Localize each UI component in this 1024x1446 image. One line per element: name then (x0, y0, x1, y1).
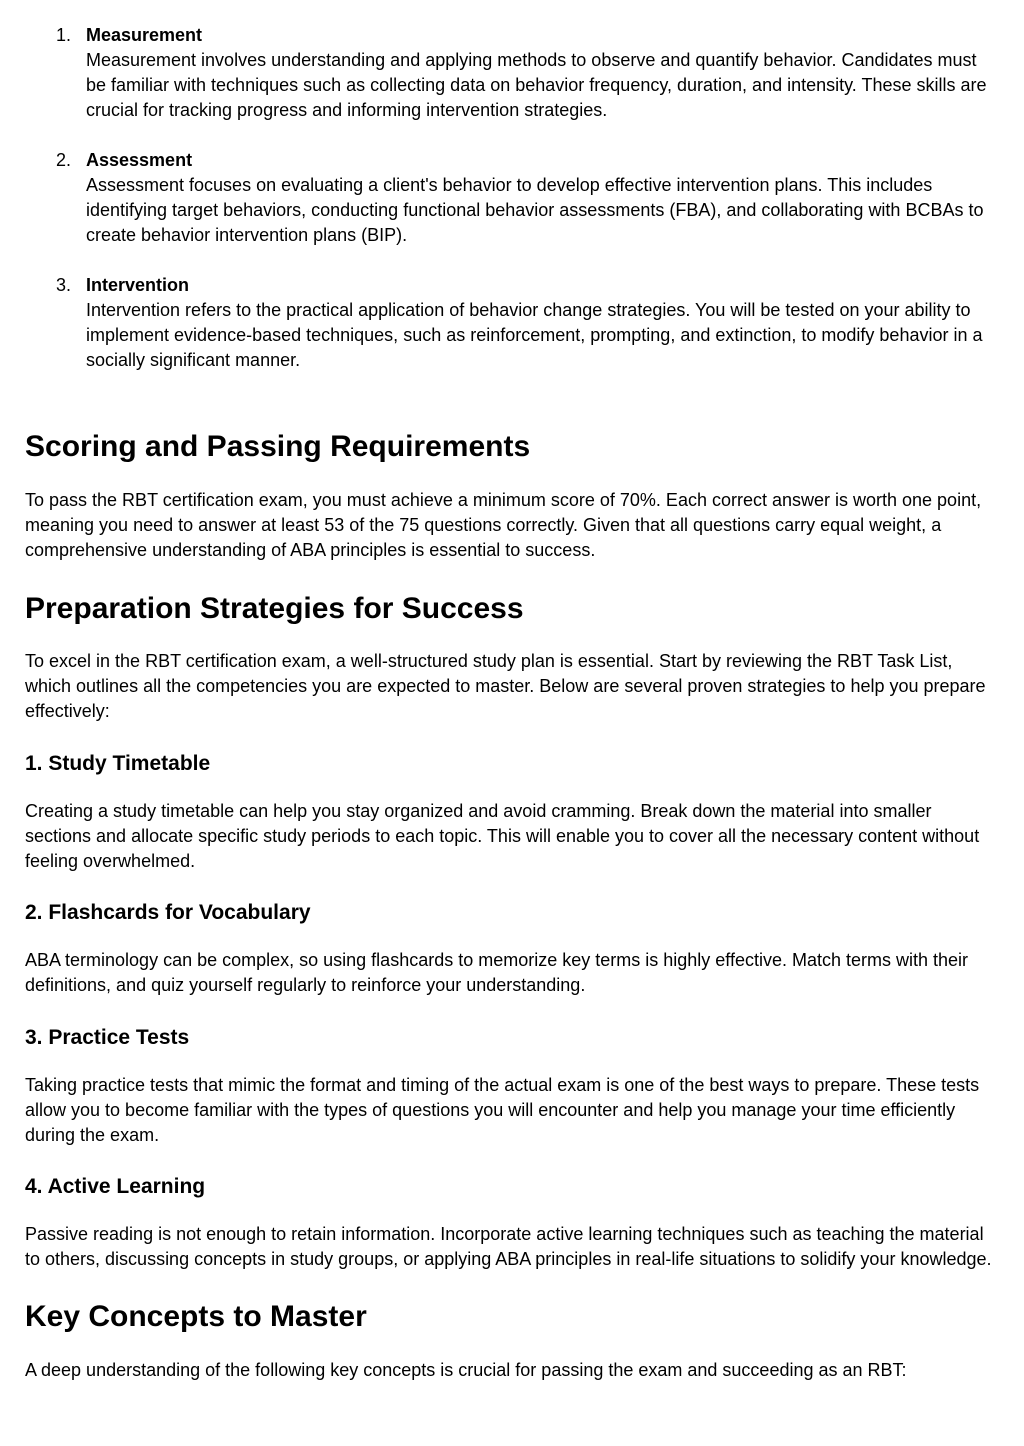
list-item-measurement (25, 0, 994, 123)
scoring-heading: Scoring and Passing Requirements (25, 430, 531, 463)
key-concepts-intro: A deep understanding of the following key concepts is crucial for passing the exam and succeeding as an RBT: (25, 1360, 907, 1380)
strategy-heading-flashcards: 2. Flashcards for Vocabulary (25, 901, 311, 924)
key-concepts-heading: Key Concepts to Master (25, 1300, 367, 1333)
strategy-heading-practice-tests: 3. Practice Tests (25, 1026, 190, 1049)
list-item-assessment (25, 123, 994, 248)
list-item-description: Measurement involves understanding and applying methods to observe and quantify behavior. Candidates must be familiar with techniques such as collecting data on behavior frequency, duration, and intensity. These skills are crucial for tracking progress and informing intervention strategies. (86, 50, 987, 120)
list-item-description: Intervention refers to the practical application of behavior change strategies. You will be tested on your ability to implement evidence-based techniques, such as reinforcement, prompting, and extinction, to modify behavior in a socially significant manner. (86, 300, 983, 370)
scoring-paragraph: To pass the RBT certification exam, you must achieve a minimum score of 70%. Each correct answer is worth one point, meaning you need to answer at least 53 of the 75 questions correctly. Given that all questions carry equal weight, a comprehensive understanding of ABA principles is essential to success. (25, 490, 982, 560)
list-item-title: Measurement (86, 25, 203, 45)
strategy-heading-active-learning: 4. Active Learning (25, 1175, 206, 1198)
list-number: 2. (56, 150, 72, 170)
strategy-paragraph-active-learning: Passive reading is not enough to retain information. Incorporate active learning techniques such as teaching the material to others, discussing concepts in study groups, or applying ABA principles in real-life situations to solidify your knowledge. (25, 1224, 992, 1269)
strategy-paragraph-practice-tests: Taking practice tests that mimic the format and timing of the actual exam is one of the best ways to prepare. These tests allow you to become familiar with the types of questions you will encounter and help you manage your time efficiently during the exam. (25, 1075, 980, 1145)
preparation-intro: To excel in the RBT certification exam, a well-structured study plan is essential. Start by reviewing the RBT Task List, which outlines all the competencies you are expected to master. Below are several proven strategies to help you prepare effectively: (25, 651, 986, 721)
strategy-paragraph-study-timetable: Creating a study timetable can help you stay organized and avoid cramming. Break down the material into smaller sections and allocate specific study periods to each topic. This will enable you to cover all the necessary content without feeling overwhelmed. (25, 801, 980, 871)
list-item-description: Assessment focuses on evaluating a client's behavior to develop effective intervention plans. This includes identifying target behaviors, conducting functional behavior assessments (FBA), and collaborating with BCBAs to create behavior intervention plans (BIP). (86, 175, 984, 245)
strategy-paragraph-flashcards: ABA terminology can be complex, so using flashcards to memorize key terms is highly effective. Match terms with their definitions, and quiz yourself regularly to reinforce your understanding. (25, 950, 969, 995)
content-area-list (25, 0, 994, 373)
list-item-intervention (25, 248, 994, 373)
preparation-heading: Preparation Strategies for Success (25, 592, 524, 625)
strategy-heading-study-timetable: 1. Study Timetable (25, 752, 211, 775)
list-number: 1. (56, 25, 72, 45)
list-number: 3. (56, 275, 72, 295)
list-item-title: Assessment (86, 150, 193, 170)
list-item-title: Intervention (86, 275, 190, 295)
